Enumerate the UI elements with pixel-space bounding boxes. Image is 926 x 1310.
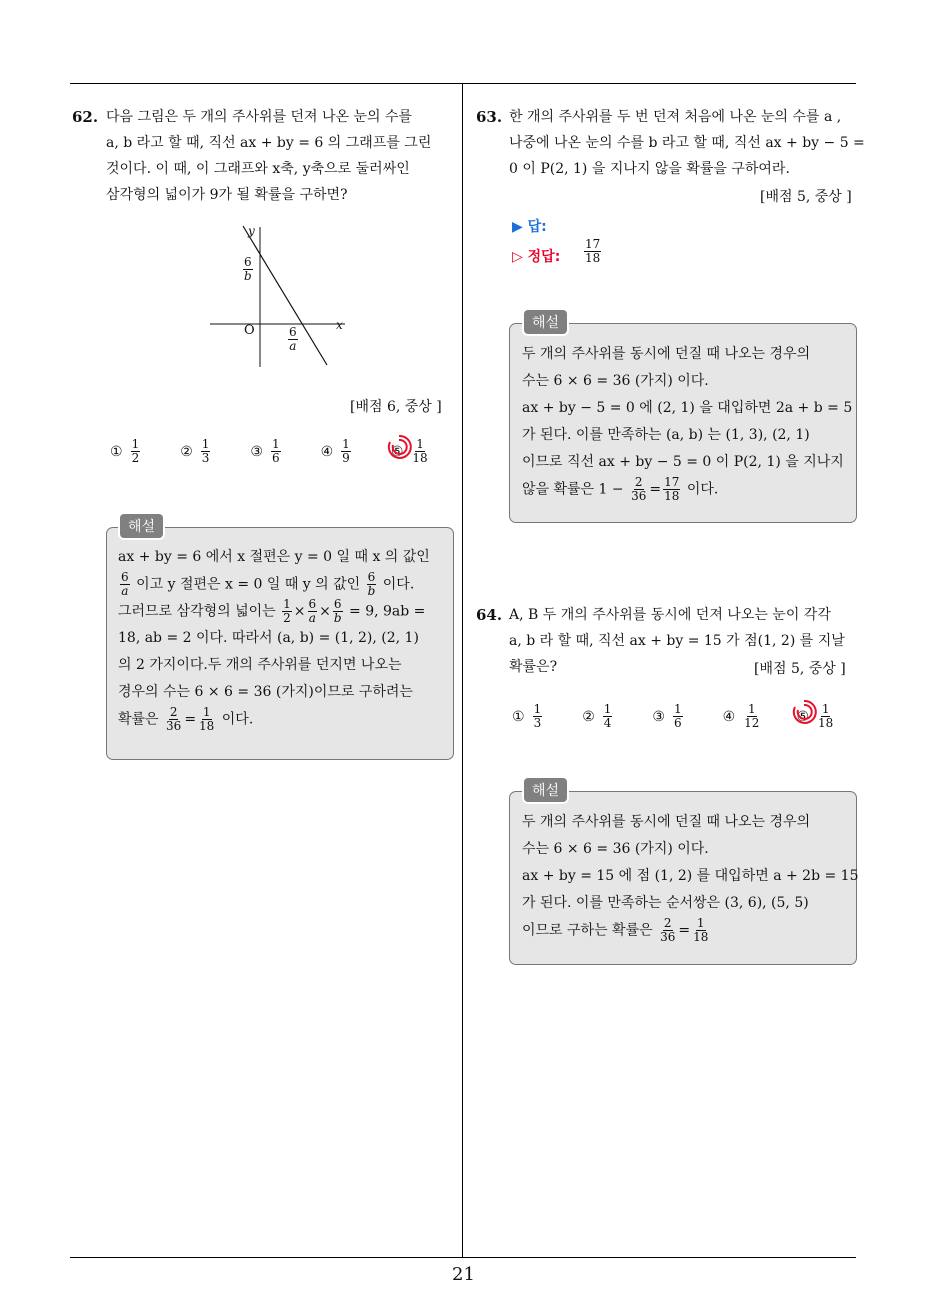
q63-correct-label: ▷ 정답: — [512, 249, 561, 265]
question-line: 것이다. 이 때, 이 그래프와 x축, y축으로 둘러싸인 — [106, 161, 410, 177]
q63-solution-box — [509, 323, 857, 523]
choice-mark: ① — [512, 708, 525, 725]
q63-solution-text: 두 개의 주사위를 동시에 던질 때 나오는 경우의 수는 6 × 6 = 36 (가지) 이다. ax + by − 5 = 0 에 (2, 1) 을 대입하면 2a + b = 5 가 된다. 이를 만족하는 (a, b) 는 (1, 3), (2, 1) 이므로 직선 ax + by − 5 = 0 이 P(2, 1) 을 지나지 않을 확률은 1 − $\frac{2}{36}$ = $\frac{17}{18}$ 이다. — [522, 346, 853, 503]
y-intercept-label: $\frac{6}{b}$ — [244, 255, 252, 283]
choice-3[interactable]: ③ $\frac{1}{6}$ — [250, 437, 280, 465]
q62-solution-text: ax + by = 6 에서 x 절편은 y = 0 일 때 x 의 값인 $\frac{6}{a}$ 이고 y 절편은 x = 0 일 때 y 의 값인 $\frac{6}{b}$ 이다. 그러므로 삼각형의 넓이는 $\frac{1}{2}$ × $\frac{6}{a}$ × $\frac{6}{b}$ = 9, 9ab = 18, ab = 2 이다. 따라서 (a, b) = (1, 2), (2, 1) 의 2 가지이다.두 개의 주사위를 던지면 나오는 경우의 수는 6 × 6 = 36 (가지)이므로 구하려는 확률은 $\frac{2}{36}$ = $\frac{1}{18}$ 이다. — [118, 549, 430, 733]
y-axis-label: y — [248, 224, 255, 238]
top-rule — [70, 83, 856, 84]
x-intercept-label: $\frac{6}{a}$ — [289, 325, 297, 353]
q62-line-graph — [205, 222, 350, 372]
choice-mark: ② — [180, 443, 193, 460]
choice-mark: ③ — [250, 443, 263, 460]
question-line: 나중에 나온 눈의 수를 b 라고 할 때, 직선 ax + by − 5 = — [509, 135, 865, 151]
fraction: $\frac{6}{a}$ — [308, 597, 317, 625]
q62-number: 62. — [72, 108, 99, 126]
choice-1[interactable]: ① $\frac{1}{3}$ — [512, 702, 542, 730]
q63-number: 63. — [476, 108, 503, 126]
fraction: $\frac{6}{b}$ — [333, 597, 342, 625]
fraction: $\frac{1}{18}$ — [199, 705, 215, 733]
choice-mark: ④ — [320, 443, 334, 460]
q64-solution-tag: 해설 — [522, 776, 569, 804]
choice-mark: ④ — [722, 708, 736, 725]
q63-question-text — [509, 104, 865, 182]
q63-solution-tag: 해설 — [522, 308, 569, 336]
q63-correct-value: $\frac{17}{18}$ — [585, 237, 601, 265]
column-divider — [462, 83, 463, 1258]
q63-score: [배점 5, 중상 ] — [760, 189, 852, 205]
choice-mark: ① — [110, 443, 123, 460]
choice-3[interactable]: ③ $\frac{1}{6}$ — [652, 702, 682, 730]
question-line: a, b 라고 할 때, 직선 ax + by = 6 의 그래프를 그린 — [106, 135, 432, 151]
question-line: 확률은? — [509, 659, 558, 675]
answer-circle-icon — [385, 433, 413, 461]
choice-mark: ⑤ — [796, 708, 810, 725]
choice-mark: ③ — [652, 708, 665, 725]
choice-mark: ② — [582, 708, 595, 725]
q64-choices — [512, 703, 862, 730]
fraction: $\frac{1}{18}$ — [693, 916, 709, 944]
q64-solution-text: 두 개의 주사위를 동시에 던질 때 나오는 경우의 수는 6 × 6 = 36 (가지) 이다. ax + by = 15 에 점 (1, 2) 를 대입하면 a + 2b = 15 가 된다. 이를 만족하는 순서쌍은 (3, 6), (5, 5) 이므로 구하는 확률은 $\frac{2}{36}$ = $\frac{1}{18}$ — [522, 814, 859, 944]
choice-mark: ⑤ — [390, 443, 404, 460]
bottom-rule — [70, 1257, 856, 1258]
choice-5-selected[interactable]: ⑤ $\frac{1}{18}$ — [391, 438, 431, 465]
fraction: $\frac{2}{36}$ — [631, 475, 647, 503]
choice-1[interactable]: ① $\frac{1}{2}$ — [110, 437, 140, 465]
fraction: $\frac{1}{2}$ — [283, 597, 291, 625]
fraction: $\frac{6}{a}$ — [121, 570, 129, 598]
q62-question-text — [106, 104, 431, 208]
question-line: 다음 그림은 두 개의 주사위를 던져 나온 눈의 수를 — [106, 109, 413, 125]
choice-5-selected[interactable]: ⑤ $\frac{1}{18}$ — [796, 703, 836, 730]
q62-solution-tag: 해설 — [118, 512, 165, 540]
fraction: $\frac{2}{36}$ — [166, 705, 182, 733]
question-line: 0 이 P(2, 1) 을 지나지 않을 확률을 구하여라. — [509, 161, 790, 177]
q62-solution-box — [106, 527, 454, 760]
graph-line — [243, 226, 327, 365]
origin-label: O — [244, 323, 255, 338]
answer-circle-icon — [790, 698, 818, 726]
q64-score: [배점 5, 중상 ] — [754, 661, 846, 677]
q64-solution-box — [509, 791, 857, 965]
q62-score: [배점 6, 중상 ] — [350, 399, 442, 415]
choice-4[interactable]: ④ $\frac{1}{9}$ — [320, 437, 350, 465]
fraction: $\frac{17}{18}$ — [664, 475, 680, 503]
choice-2[interactable]: ② $\frac{1}{3}$ — [180, 437, 210, 465]
question-line: A, B 두 개의 주사위를 동시에 던져 나오는 눈이 각각 — [509, 607, 831, 623]
fraction: $\frac{6}{b}$ — [367, 570, 376, 598]
x-axis-label: x — [336, 318, 343, 332]
q63-answer-label: ▶ 답: — [512, 219, 547, 235]
question-line: 삼각형의 넓이가 9가 될 확률을 구하면? — [106, 187, 348, 203]
page-number: 21 — [452, 1264, 475, 1285]
fraction: $\frac{2}{36}$ — [660, 916, 676, 944]
q64-number: 64. — [476, 606, 503, 624]
question-line: 한 개의 주사위를 두 번 던져 처음에 나온 눈의 수를 a , — [509, 109, 842, 125]
q62-choices — [110, 438, 457, 465]
choice-2[interactable]: ② $\frac{1}{4}$ — [582, 702, 612, 730]
choice-4[interactable]: ④ $\frac{1}{12}$ — [722, 702, 760, 730]
question-line: a, b 라 할 때, 직선 ax + by = 15 가 점(1, 2) 를 지날 — [509, 633, 845, 649]
